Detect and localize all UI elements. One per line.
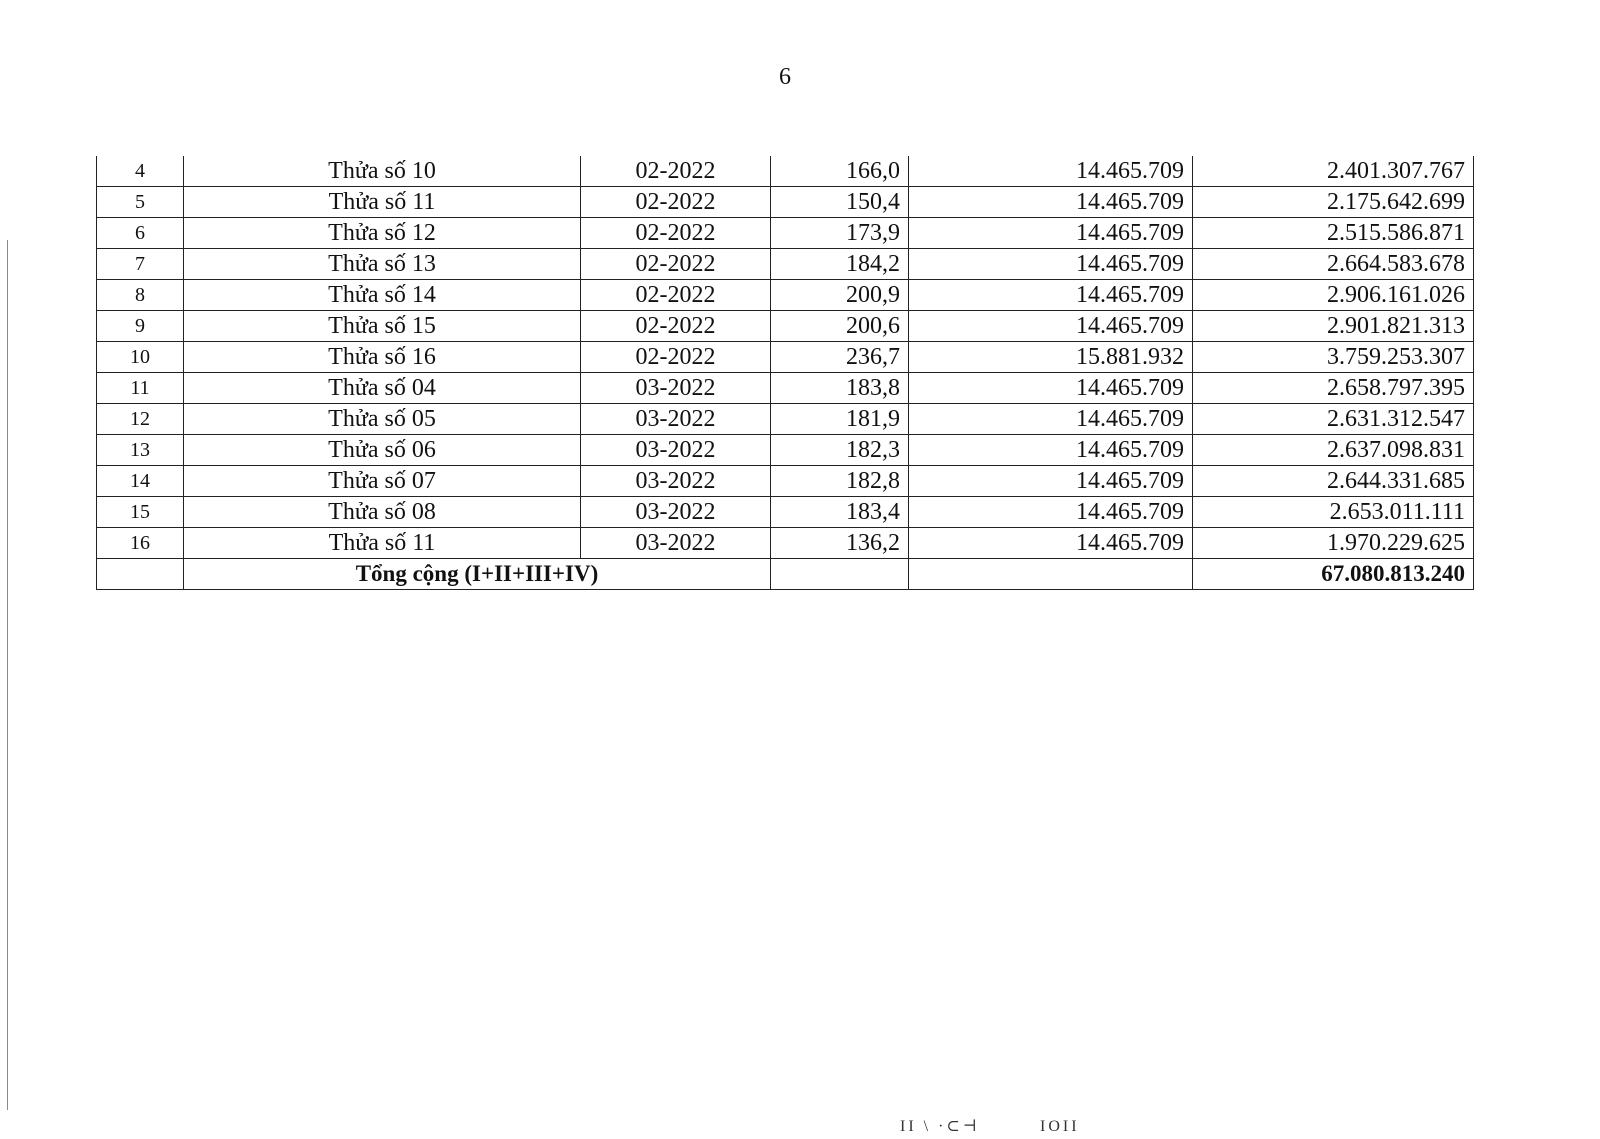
parcel-cell: Thửa số 04 — [184, 373, 581, 404]
stt-cell: 15 — [97, 497, 184, 528]
stt-cell: 13 — [97, 435, 184, 466]
land-valuation-table — [96, 156, 1474, 590]
amount-cell: 1.970.229.625 — [1193, 528, 1474, 559]
map-sheet-cell: 03-2022 — [581, 435, 771, 466]
table-row — [97, 218, 1474, 249]
area-cell: 184,2 — [771, 249, 909, 280]
total-stt-cell — [97, 559, 184, 590]
map-sheet-cell: 03-2022 — [581, 466, 771, 497]
area-cell: 150,4 — [771, 187, 909, 218]
stt-cell: 16 — [97, 528, 184, 559]
table-row — [97, 311, 1474, 342]
parcel-cell: Thửa số 16 — [184, 342, 581, 373]
table-row — [97, 187, 1474, 218]
unit-price-cell: 14.465.709 — [909, 404, 1193, 435]
page-number: 6 — [779, 64, 791, 90]
area-cell: 182,8 — [771, 466, 909, 497]
stt-cell: 10 — [97, 342, 184, 373]
amount-cell: 2.658.797.395 — [1193, 373, 1474, 404]
scan-edge-line — [7, 240, 8, 1110]
map-sheet-cell: 02-2022 — [581, 280, 771, 311]
map-sheet-cell: 03-2022 — [581, 373, 771, 404]
stt-cell: 9 — [97, 311, 184, 342]
amount-cell: 2.653.011.111 — [1193, 497, 1474, 528]
stt-cell: 11 — [97, 373, 184, 404]
stt-cell: 12 — [97, 404, 184, 435]
area-cell: 166,0 — [771, 156, 909, 187]
area-cell: 182,3 — [771, 435, 909, 466]
stt-cell: 4 — [97, 156, 184, 187]
area-cell: 181,9 — [771, 404, 909, 435]
total-row — [97, 559, 1474, 590]
table-row — [97, 404, 1474, 435]
amount-cell: 2.515.586.871 — [1193, 218, 1474, 249]
unit-price-cell: 14.465.709 — [909, 218, 1193, 249]
amount-cell: 2.901.821.313 — [1193, 311, 1474, 342]
unit-price-cell: 14.465.709 — [909, 497, 1193, 528]
parcel-cell: Thửa số 13 — [184, 249, 581, 280]
amount-cell: 2.637.098.831 — [1193, 435, 1474, 466]
total-price-cell — [909, 559, 1193, 590]
parcel-cell: Thửa số 14 — [184, 280, 581, 311]
area-cell: 136,2 — [771, 528, 909, 559]
amount-cell: 2.664.583.678 — [1193, 249, 1474, 280]
map-sheet-cell: 02-2022 — [581, 187, 771, 218]
amount-cell: 3.759.253.307 — [1193, 342, 1474, 373]
area-cell: 183,8 — [771, 373, 909, 404]
table-row — [97, 342, 1474, 373]
unit-price-cell: 14.465.709 — [909, 249, 1193, 280]
total-label: Tổng cộng (I+II+III+IV) — [184, 559, 771, 590]
stt-cell: 5 — [97, 187, 184, 218]
table-row — [97, 497, 1474, 528]
amount-cell: 2.401.307.767 — [1193, 156, 1474, 187]
unit-price-cell: 14.465.709 — [909, 466, 1193, 497]
unit-price-cell: 14.465.709 — [909, 435, 1193, 466]
parcel-cell: Thửa số 12 — [184, 218, 581, 249]
footer-mark-right: IOII — [1040, 1118, 1080, 1135]
total-amount: 67.080.813.240 — [1193, 559, 1474, 590]
stt-cell: 14 — [97, 466, 184, 497]
map-sheet-cell: 03-2022 — [581, 497, 771, 528]
area-cell: 200,6 — [771, 311, 909, 342]
footer-mark-left: II \ ·⊂⊣ — [900, 1118, 980, 1135]
parcel-cell: Thửa số 06 — [184, 435, 581, 466]
map-sheet-cell: 03-2022 — [581, 528, 771, 559]
table-row — [97, 373, 1474, 404]
unit-price-cell: 14.465.709 — [909, 373, 1193, 404]
parcel-cell: Thửa số 15 — [184, 311, 581, 342]
unit-price-cell: 14.465.709 — [909, 528, 1193, 559]
parcel-cell: Thửa số 11 — [184, 528, 581, 559]
unit-price-cell: 14.465.709 — [909, 156, 1193, 187]
table-row — [97, 528, 1474, 559]
stt-cell: 8 — [97, 280, 184, 311]
amount-cell: 2.906.161.026 — [1193, 280, 1474, 311]
parcel-cell: Thửa số 08 — [184, 497, 581, 528]
table-row — [97, 249, 1474, 280]
table-row — [97, 280, 1474, 311]
table-body — [97, 156, 1474, 590]
map-sheet-cell: 03-2022 — [581, 404, 771, 435]
map-sheet-cell: 02-2022 — [581, 249, 771, 280]
unit-price-cell: 15.881.932 — [909, 342, 1193, 373]
parcel-cell: Thửa số 11 — [184, 187, 581, 218]
area-cell: 200,9 — [771, 280, 909, 311]
area-cell: 236,7 — [771, 342, 909, 373]
amount-cell: 2.175.642.699 — [1193, 187, 1474, 218]
table-row — [97, 435, 1474, 466]
unit-price-cell: 14.465.709 — [909, 280, 1193, 311]
total-area-cell — [771, 559, 909, 590]
table-row — [97, 466, 1474, 497]
unit-price-cell: 14.465.709 — [909, 187, 1193, 218]
parcel-cell: Thửa số 05 — [184, 404, 581, 435]
parcel-cell: Thửa số 07 — [184, 466, 581, 497]
map-sheet-cell: 02-2022 — [581, 311, 771, 342]
map-sheet-cell: 02-2022 — [581, 342, 771, 373]
map-sheet-cell: 02-2022 — [581, 156, 771, 187]
map-sheet-cell: 02-2022 — [581, 218, 771, 249]
stt-cell: 7 — [97, 249, 184, 280]
stt-cell: 6 — [97, 218, 184, 249]
area-cell: 173,9 — [771, 218, 909, 249]
area-cell: 183,4 — [771, 497, 909, 528]
table-row — [97, 156, 1474, 187]
parcel-cell: Thửa số 10 — [184, 156, 581, 187]
amount-cell: 2.631.312.547 — [1193, 404, 1474, 435]
unit-price-cell: 14.465.709 — [909, 311, 1193, 342]
amount-cell: 2.644.331.685 — [1193, 466, 1474, 497]
